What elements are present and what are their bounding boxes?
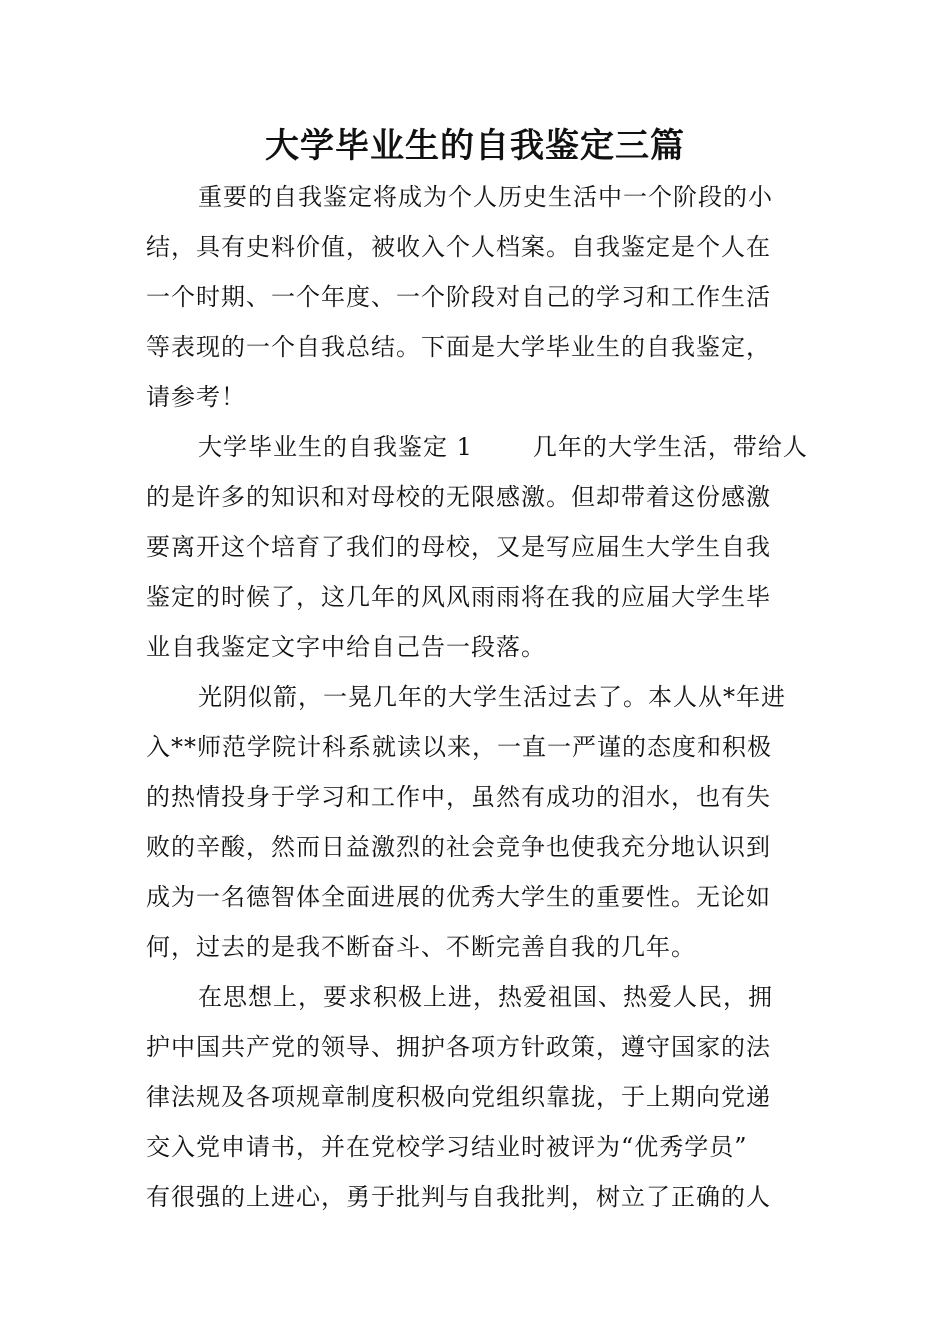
section-lead-text: 几年的大学生活，带给人 — [532, 433, 808, 461]
paragraph-line: 交入党申请书，并在党校学习结业时被评为“优秀学员” — [146, 1133, 748, 1161]
paragraph-line: 光阴似箭，一晃几年的大学生活过去了。本人从*年进 — [198, 683, 786, 711]
paragraph-line: 何，过去的是我不断奋斗、不断完善自我的几年。 — [146, 933, 696, 961]
paragraph-line: 请参考！ — [146, 383, 246, 411]
paragraph-line: 结，具有史料价值，被收入个人档案。自我鉴定是个人在 — [146, 233, 771, 261]
paragraph-line: 败的辛酸，然而日益激烈的社会竞争也使我充分地认识到 — [146, 833, 771, 861]
paragraph-line: 重要的自我鉴定将成为个人历史生活中一个阶段的小 — [198, 183, 773, 211]
paragraph-line: 律法规及各项规章制度积极向党组织靠拢，于上期向党递 — [146, 1083, 771, 1111]
document-title: 大学毕业生的自我鉴定三篇 — [265, 126, 685, 166]
paragraph-line: 鉴定的时候了，这几年的风风雨雨将在我的应届大学生毕 — [146, 583, 771, 611]
section-heading: 大学毕业生的自我鉴定 1 — [198, 433, 473, 461]
paragraph-line: 有很强的上进心，勇于批判与自我批判，树立了正确的人 — [146, 1183, 771, 1211]
paragraph-line — [198, 422, 814, 472]
paragraph-line: 的热情投身于学习和工作中，虽然有成功的泪水，也有失 — [146, 783, 771, 811]
paragraph-line: 入**师范学院计科系就读以来，一直一严谨的态度和积极 — [146, 733, 772, 761]
paragraph-line: 等表现的一个自我总结。下面是大学毕业生的自我鉴定， — [146, 333, 771, 361]
paragraph-line: 一个时期、一个年度、一个阶段对自己的学习和工作生活 — [146, 283, 771, 311]
paragraph-line: 护中国共产党的领导、拥护各项方针政策，遵守国家的法 — [146, 1033, 771, 1061]
paragraph-line: 业自我鉴定文字中给自己告一段落。 — [146, 633, 546, 661]
paragraph-line: 在思想上，要求积极上进，热爱祖国、热爱人民，拥 — [198, 983, 773, 1011]
paragraph-line: 要离开这个培育了我们的母校，又是写应届生大学生自我 — [146, 533, 771, 561]
paragraph-line: 的是许多的知识和对母校的无限感激。但却带着这份感激 — [146, 483, 771, 511]
paragraph-line: 成为一名德智体全面进展的优秀大学生的重要性。无论如 — [146, 883, 771, 911]
